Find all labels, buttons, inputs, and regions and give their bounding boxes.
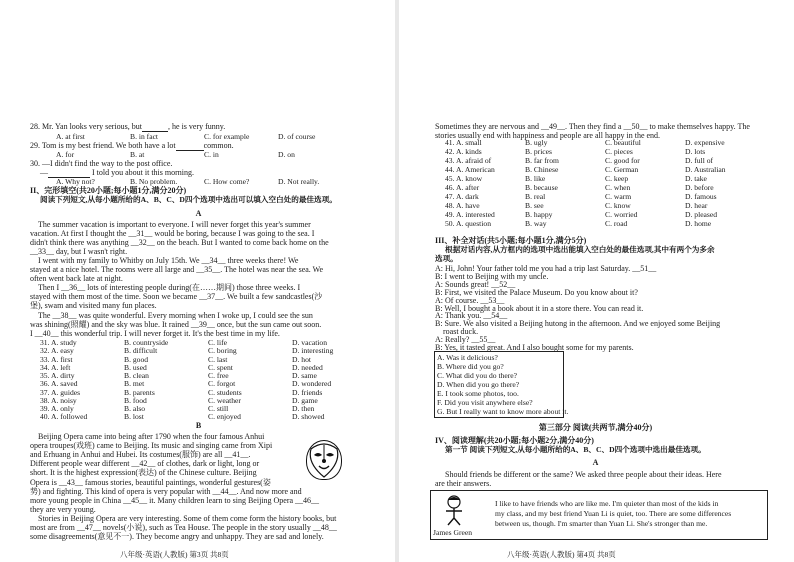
text-line: E. I took some photos, too. xyxy=(437,389,519,398)
option-choice: B. also xyxy=(124,404,146,413)
text-line: B: Well, I bought a book about it in a store there. You can read it. xyxy=(435,303,644,313)
option-choice: D. expensive xyxy=(685,138,725,147)
option-choice: D. same xyxy=(292,371,317,380)
option-choice: 34. A. left xyxy=(40,362,71,372)
text-line: short. It is the highest expression(表达) of the Chinese culture. Beijing xyxy=(30,468,257,478)
option-choice: 45. A. know xyxy=(445,174,483,184)
options-box xyxy=(434,351,569,418)
text-line: G. But I really want to know more about it. xyxy=(437,407,569,416)
text-line: Stories in Beijing Opera are very interesting. Some of them come form the history books, but xyxy=(38,513,337,523)
text-line: B: Yes, it tasted great. And I also bought some for my parents. xyxy=(435,343,634,352)
option-choice: D. famous xyxy=(685,192,717,202)
option-choice: D. wondered xyxy=(292,379,332,389)
option-choice: B. food xyxy=(124,395,147,405)
option-choice: B. lost xyxy=(124,412,144,422)
option-choice: C. know xyxy=(605,201,631,211)
person-name: James Green xyxy=(433,528,473,537)
option-choice: C. free xyxy=(208,371,229,380)
option-choice: D. vacation xyxy=(292,338,328,347)
opera-mask-icon xyxy=(307,441,341,479)
option-choice: B. see xyxy=(525,201,544,211)
text-line: A: Of course. __53__ xyxy=(435,295,505,305)
option-choice: C. still xyxy=(208,404,229,413)
reading-intro-1: Should friends be different or the same? We asked three people about their ideas. Here xyxy=(445,470,722,479)
option-choice: C. life xyxy=(208,338,227,347)
option-choice: B. countryside xyxy=(124,338,169,347)
question-30: 30. —I didn't find the way to the post office. xyxy=(30,159,173,168)
question-30-reply: — I told you about it this morning. xyxy=(40,168,194,177)
section-3-instructions: 根据对话内容,从方框内的选项中选出能填入空白处的最佳选项,其中有两个为多余 xyxy=(445,245,715,254)
option-choice: C. warm xyxy=(605,192,632,202)
text-line: stayed at a nice hotel. The rooms were all large and __35__. The hotel was near the sea. We xyxy=(30,265,324,275)
option-choice: B. far from xyxy=(525,156,559,166)
text-line: was shining(照耀) and the sky was blue. It rained __39__ once, but the sun came out soon. xyxy=(30,319,322,329)
option-choice: 43. A. afraid of xyxy=(445,156,492,166)
text-line: A. Was it delicious? xyxy=(437,353,498,362)
text-line: D. When did you go there? xyxy=(437,380,520,389)
question-28: 28. Mr. Yan looks very serious, but , he is very funny. xyxy=(30,122,226,131)
option-choice: 48. A. have xyxy=(445,201,480,211)
text-line: A: Hi, John! Your father told me you had a trip last Saturday. __51__ xyxy=(435,264,657,273)
passage-b-label: B xyxy=(195,421,202,430)
option-choice: D. hear xyxy=(685,201,708,211)
option-choice: 42. A. kinds xyxy=(445,147,482,157)
reading-a-label: A xyxy=(592,458,599,467)
person-text-3: between us, though. I'm smarter than Yuan Li. She's stronger than me. xyxy=(495,519,708,528)
boy-icon xyxy=(441,494,467,526)
option-choice: 37. A. guides xyxy=(40,387,81,397)
option-choice: C. last xyxy=(208,354,228,364)
text-line: more young people in China __45__ it. Many children learn to sing Beijing Opera __46__ xyxy=(30,495,320,505)
option-choice: B. real xyxy=(525,192,546,202)
q28-options: A. at first B. in fact C. for example D. of course xyxy=(56,132,316,141)
option-choice: B. good xyxy=(124,354,149,364)
text-line: vacation. At first I thought the __31__ would be boring, because I was going to the sea. I xyxy=(30,229,315,239)
option-choice: B. Chinese xyxy=(525,165,559,175)
page-footer-right: 八年级·英语(人教版) 第4页 共8页 xyxy=(507,550,616,559)
person-text-2: my class, and my best friend Yuan Li is quiet, too. There are some differences xyxy=(495,509,732,518)
option-choice: D. before xyxy=(685,183,714,193)
page-footer-left: 八年级·英语(人教版) 第3页 共8页 xyxy=(120,550,229,559)
option-choice: B. happy xyxy=(525,210,553,220)
option-choice: 46. A. after xyxy=(445,183,480,193)
text-line: __33__ day, but I wasn't right. xyxy=(30,247,128,257)
option-choice: B. ugly xyxy=(525,138,548,147)
option-choice: D. take xyxy=(685,174,707,184)
text-line: didn't think there was anything __32__ on the beach. But I wanted to come back home on the xyxy=(30,238,329,248)
option-choice: D. showed xyxy=(292,412,325,422)
option-choice: 35. A. dirty xyxy=(40,371,75,380)
blank xyxy=(142,122,168,132)
option-choice: C. road xyxy=(605,219,628,229)
text-line: B: I went to Beijing with my uncle. xyxy=(435,271,549,281)
text-line: Beijing Opera came into being after 1790 when the four famous Anhui xyxy=(38,432,265,441)
option-choice: C. beautiful xyxy=(605,138,641,147)
text-line: Sometimes they are nervous and __49__. Then they find a __50__ to make themselves happy. The xyxy=(435,122,750,131)
section-4-instructions: 第一节 阅读下列短文,从每小题所给的A、B、C、D四个选项中选出最佳选项。 xyxy=(445,445,706,454)
option-choice: 49. A. interested xyxy=(445,210,495,220)
person-text-1: I like to have friends who are like me. I'm quieter than most of the kids in xyxy=(495,499,719,508)
text-line: The summer vacation is important to everyone. I will never forget this year's summer xyxy=(38,220,311,229)
text-line: opera troupes(戏班) came to Beijing. Its music and singing came from Xipi xyxy=(30,441,273,451)
text-line: A: Really? __55__ xyxy=(435,335,496,345)
text-line: B: Sure. We also visited a Beijing hutong in the afternoon. And we enjoyed some Beijing xyxy=(435,319,721,329)
text-line: A: Sounds great! __52__ xyxy=(435,279,516,289)
text-line: stories usually end with happiness and people are all happy in the end. xyxy=(435,131,661,140)
option-choice: D. then xyxy=(292,404,315,413)
text-line: A: Thank you. __54__ xyxy=(435,311,508,321)
option-choice: D. pleased xyxy=(685,210,718,220)
option-choice: B. met xyxy=(124,379,145,389)
text-line: stayed with them most of the time. Soon we became __37__. We built a few sandcastles(沙 xyxy=(30,292,323,302)
text-line: The __38__ was quite wonderful. Every morning when I woke up, I could see the sun xyxy=(38,310,313,320)
text-line: roast duck. xyxy=(443,327,479,337)
option-choice: B. like xyxy=(525,174,546,184)
text-line: Opera is __43__ famous stories, beautiful paintings, wonderful gestures(姿 xyxy=(30,477,271,487)
option-choice: 41. A. small xyxy=(445,138,482,147)
option-choice: C. keep xyxy=(605,174,629,184)
opera-mask-image xyxy=(306,440,342,480)
question-29: 29. Tom is my best friend. We both have a lot common. xyxy=(30,141,234,150)
right-page xyxy=(397,0,794,562)
option-choice: D. home xyxy=(685,219,712,229)
part-3-title: 第三部分 阅读(共两节,满分40分) xyxy=(538,423,653,432)
reading-intro-2: are their answers. xyxy=(435,479,492,488)
option-choice: 39. A. only xyxy=(40,404,74,413)
option-choice: B. because xyxy=(525,183,558,193)
option-choice: D. full of xyxy=(685,156,714,166)
text-line: F. Did you visit anywhere else? xyxy=(437,398,533,407)
section-2-instructions: 阅读下列短文,从每小题所给的A、B、C、D四个选项中选出可以填入空白处的最佳选项。 xyxy=(40,195,337,204)
section-2-title: II、完形填空(共20小题;每小题1分,满分20分) xyxy=(30,186,187,195)
option-choice: C. forgot xyxy=(208,379,236,389)
section-4-title: IV、阅读理解(共20小题;每小题2分,满分40分) xyxy=(435,436,594,445)
option-choice: D. friends xyxy=(292,387,323,397)
option-choice: D. needed xyxy=(292,362,323,372)
text-line: I went with my family to Whitby on July 15th. We __34__ three weeks there! We xyxy=(38,256,299,266)
option-choice: B. prices xyxy=(525,147,552,157)
text-line: Different people wear different __42__ of clothes, dark or light, long or xyxy=(30,459,260,469)
option-choice: D. hot xyxy=(292,354,311,364)
option-choice: B. used xyxy=(124,362,147,372)
option-choice: 47. A. dark xyxy=(445,192,479,202)
option-choice: C. enjoyed xyxy=(208,412,241,422)
option-choice: B. difficult xyxy=(124,346,158,356)
option-choice: B. clean xyxy=(124,371,149,380)
option-choice: 32. A. easy xyxy=(40,346,74,356)
option-choice: 50. A. question xyxy=(445,219,491,229)
text-line: B: First, we visited the Palace Museum. Do you know about it? xyxy=(435,287,638,297)
q30-options: A. Why not? B. No problem. C. How come? D. Not really. xyxy=(56,177,320,186)
text-line: 势) and fighting. This kind of opera is very popular with __44__. And now more and xyxy=(30,486,302,496)
passage-a-label: A xyxy=(195,209,202,218)
option-choice: 38. A. noisy xyxy=(40,395,77,405)
text-line: 堡), swam and visited many fun places. xyxy=(30,301,157,311)
option-choice: D. interesting xyxy=(292,346,334,356)
text-line: I __40__ this wonderful trip. I will never forget it. It's the best time in my life. xyxy=(30,328,280,338)
text-line: C. What did you do there? xyxy=(437,371,517,380)
section-3-title: III、补全对话(共5小题;每小题1分,满分5分) xyxy=(435,236,587,245)
option-choice: 31. A. study xyxy=(40,338,77,347)
text-line: some disagreements(意见不一). They become angry and unhappy. They are sad and lonely. xyxy=(30,532,324,542)
option-choice: C. students xyxy=(208,387,242,397)
option-choice: 40. A. followed xyxy=(40,412,88,422)
text-line: B. Where did you go? xyxy=(437,362,504,371)
section-3-instructions-2: 选项。 xyxy=(435,254,458,263)
option-choice: C. worried xyxy=(605,210,638,220)
text-line: often went back late at night. xyxy=(30,274,123,284)
option-choice: C. good for xyxy=(605,156,640,166)
option-choice: D. lots xyxy=(685,147,706,157)
text-line: Then I __36__ lots of interesting people during(在……期间) those three weeks. I xyxy=(38,283,301,293)
option-choice: C. spent xyxy=(208,362,233,372)
text-line: and Erhuang in Anhui and Hubei. Its costumes(服饰) are all __41__. xyxy=(30,450,251,460)
person-box xyxy=(430,490,768,540)
option-choice: B. parents xyxy=(124,387,155,397)
option-choice: B. way xyxy=(525,219,547,229)
option-choice: D. Australian xyxy=(685,165,726,175)
option-choice: 36. A. saved xyxy=(40,379,78,389)
option-choice: C. pieces xyxy=(605,147,633,157)
text-line: they are very young. xyxy=(30,504,96,514)
option-choice: C. when xyxy=(605,183,631,193)
option-choice: C. boring xyxy=(208,346,237,356)
option-choice: C. German xyxy=(605,165,639,175)
q29-options: A. for B. at C. in D. on xyxy=(56,150,295,159)
option-choice: 44. A. American xyxy=(445,165,495,175)
option-choice: C. weather xyxy=(208,395,241,405)
option-choice: 33. A. first xyxy=(40,354,73,364)
text-line: most are from __47__ novels(小说), such as Tea House. The people in the story usually __48__ xyxy=(30,523,337,532)
option-choice: D. game xyxy=(292,395,318,405)
